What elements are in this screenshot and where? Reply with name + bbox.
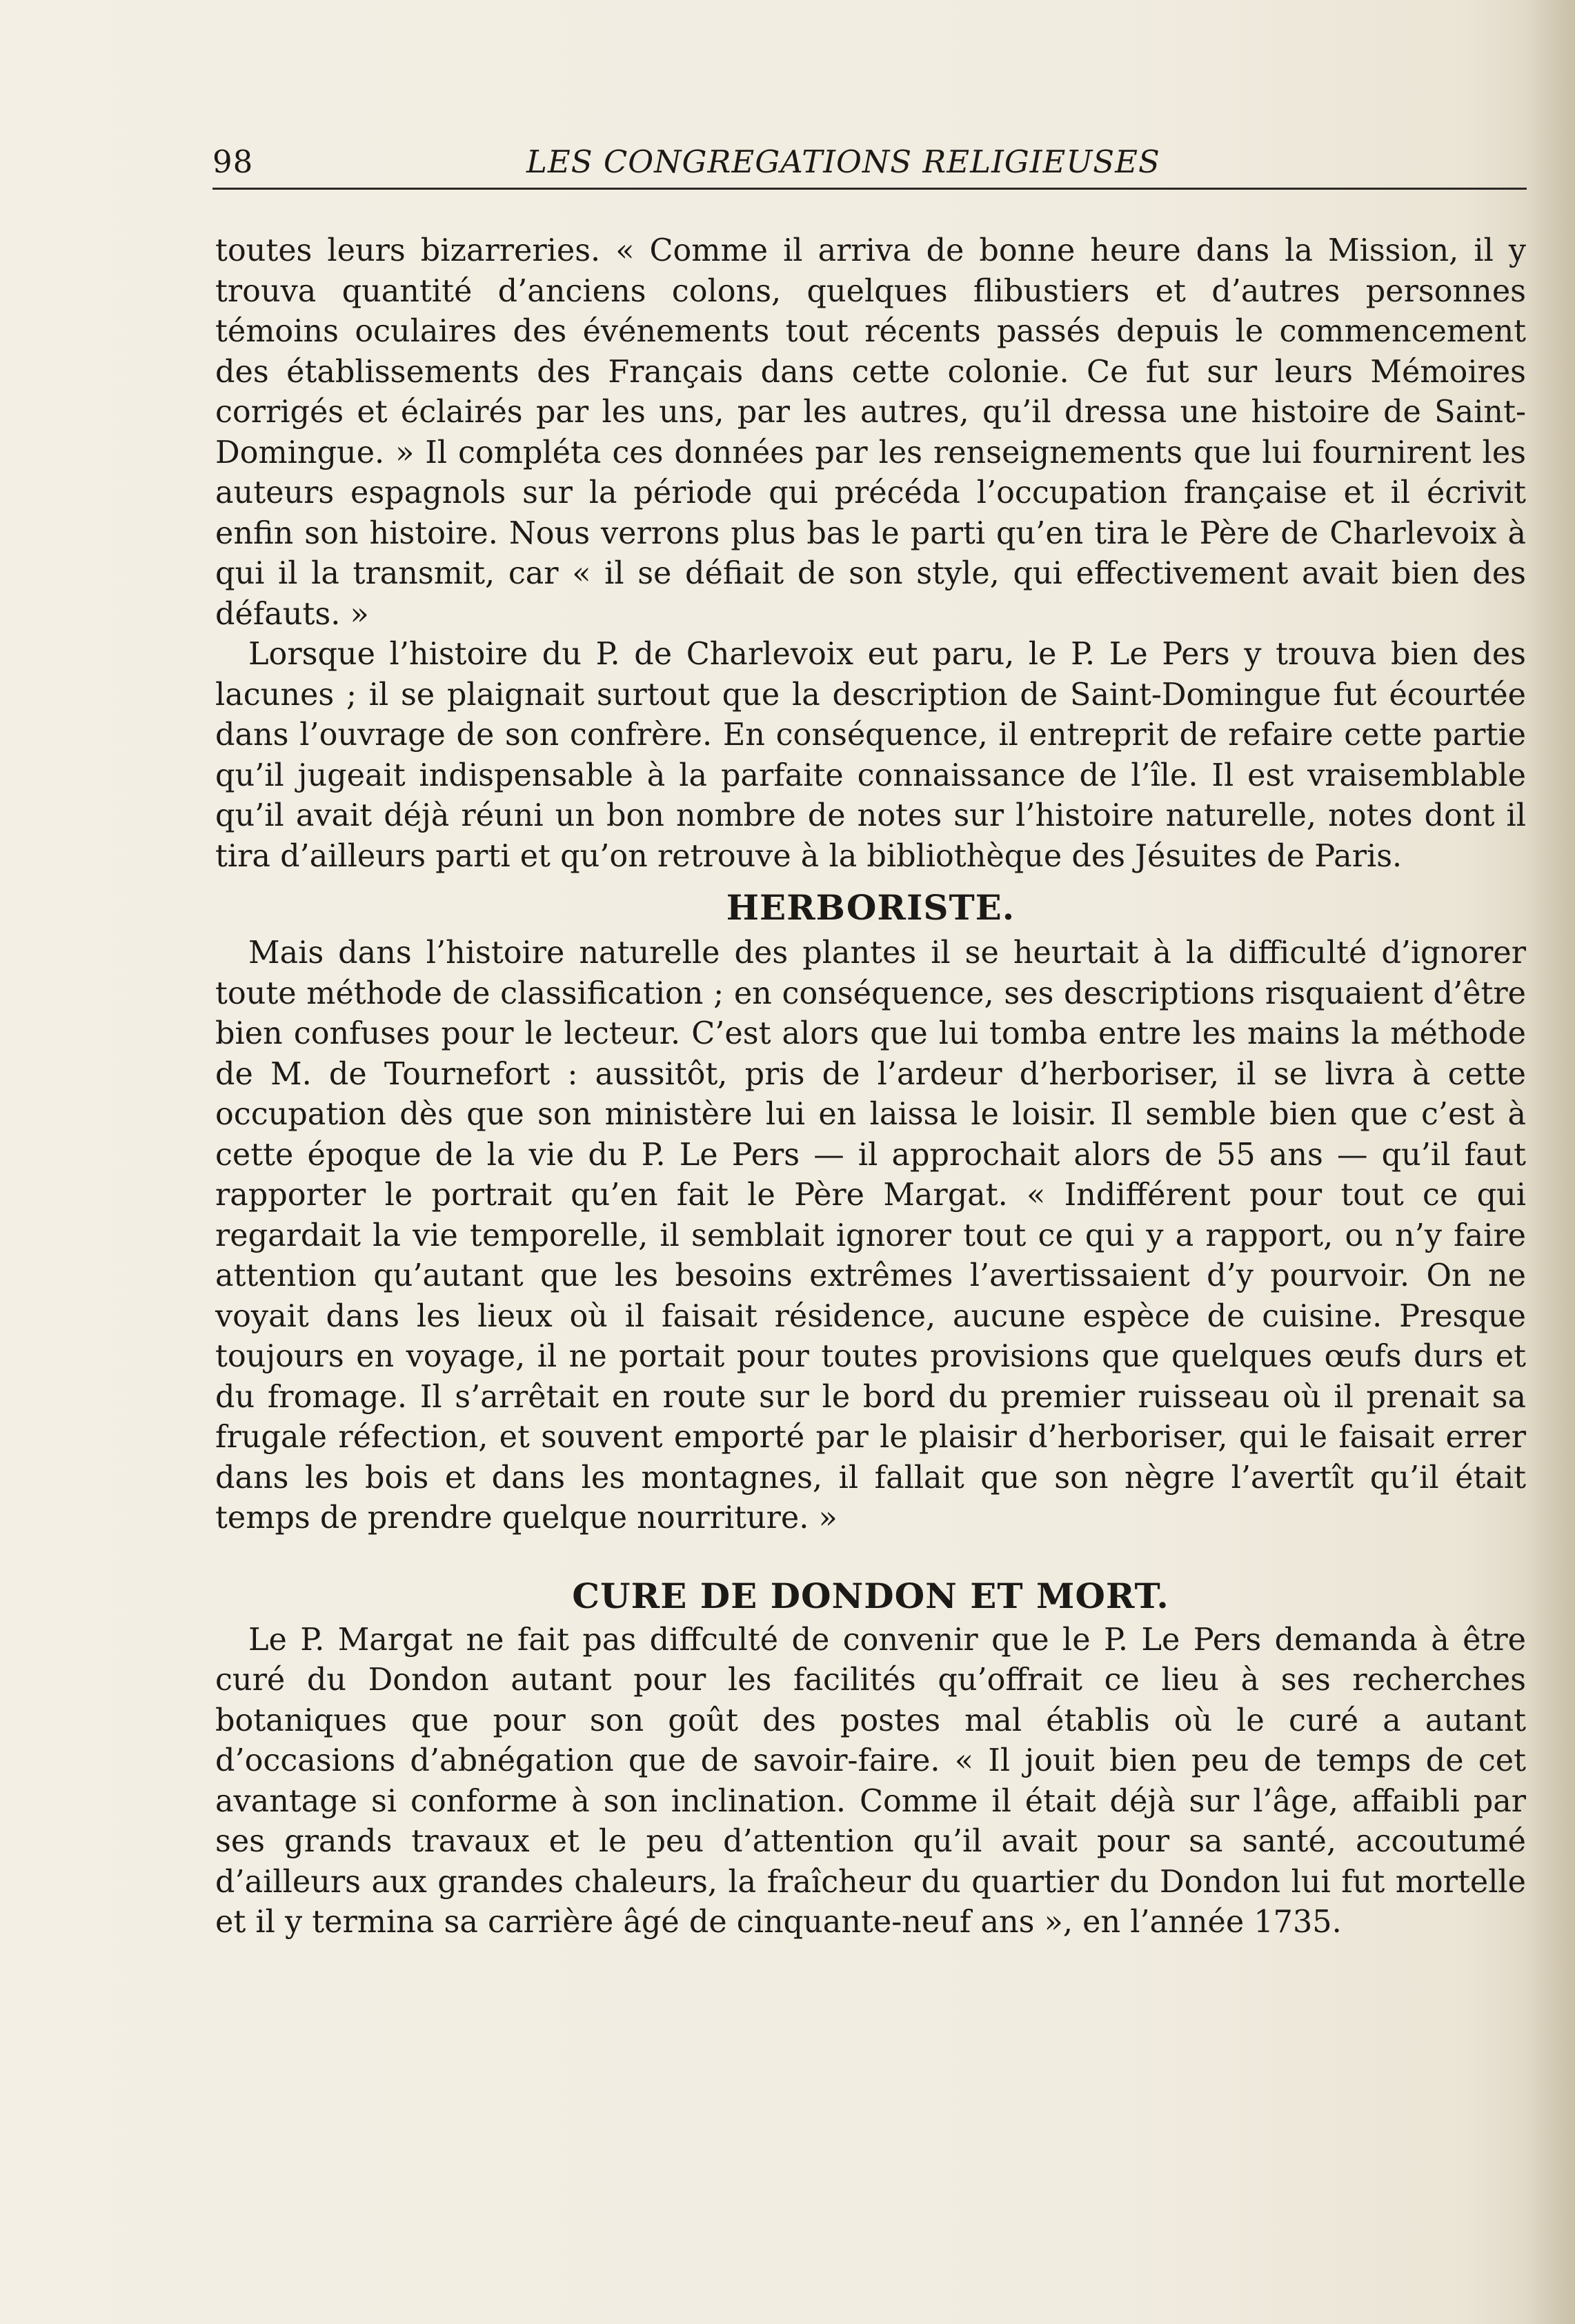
page-edge-shadow <box>1527 0 1575 2324</box>
page-header <box>212 141 1527 183</box>
running-title: LES CONGREGATIONS RELIGIEUSES <box>526 143 1160 180</box>
page-number: 98 <box>212 143 254 180</box>
paragraph-2: Lorsque l’histoire du P. de Charlevoix eut paru, le P. Le Pers y trouva bien des lacunes ; il se plaignait surtout que la description de Saint-Domingue fut écourtée dans l’ouvrage de son confrère. En conséquence, il entreprit de refaire cette partie qu’il jugeait indispensable à la parfaite connaissance de l’île. Il est vraisemblable qu’il avait déjà réuni un bon nombre de notes sur l’histoire naturelle, notes dont il tira d’ailleurs parti et qu’on retrouve à la bibliothèque des Jésuites de Paris. <box>215 637 1526 874</box>
section-heading-herboriste: HERBORISTE. <box>726 887 1016 928</box>
header-rule <box>212 188 1527 190</box>
paragraph-1: toutes leurs bizarreries. « Comme il arriva de bonne heure dans la Mission, il y trouva quantité d’anciens colons, quelques flibustiers et d’autres personnes témoins oculaires des événements tout récents passés depuis le commencement des établissements des Français dans cette colonie. Ce fut sur leurs Mémoires corrigés et éclairés par les uns, par les autres, qu’il dressa une histoire de Saint-Domingue. » Il compléta ces données par les renseignements que lui fournirent les auteurs espagnols sur la période qui précéda l’occupation française et il écrivit enfin son histoire. Nous verrons plus bas le parti qu’en tira le Père de Charlevoix à qui il la transmit, car « il se défiait de son style, qui effectivement avait bien des défauts. » <box>215 233 1526 632</box>
paragraph-3: Mais dans l’histoire naturelle des plantes il se heurtait à la difficulté d’ignorer toute méthode de classification ; en conséquence, ses descriptions risquaient d’être bien confuses pour le lecteur. C’est alors que lui tomba entre les mains la méthode de M. de Tournefort : aussitôt, pris de l’ardeur d’herboriser, il se livra à cette occupation dès que son ministère lui en laissa le loisir. Il semble bien que c’est à cette époque de la vie du P. Le Pers — il approchait alors de 55 ans — qu’il faut rapporter le portrait qu’en fait le Père Margat. « Indifférent pour tout ce qui regardait la vie temporelle, il semblait ignorer tout ce qui y a rapport, ou n’y faire attention qu’autant que les besoins extrêmes l’avertissaient d’y pourvoir. On ne voyait dans les lieux où il faisait résidence, aucune espèce de cuisine. Presque toujours en voyage, il ne portait pour toutes provisions que quelques œufs durs et du fromage. Il s’arrêtait en route sur le bord du premier ruisseau où il prenait sa frugale réfection, et souvent emporté par le plaisir d’herboriser, qui le faisait errer dans les bois et dans les montagnes, il fallait que son nègre l’avertît qu’il était temps de prendre quelque nourriture. » <box>215 935 1526 1536</box>
paragraph-4: Le P. Margat ne fait pas diffculté de convenir que le P. Le Pers demanda à être curé du Dondon autant pour les facilités qu’offrait ce lieu à ses recherches botaniques que pour son goût des postes mal établis où le curé a autant d’occasions d’abnégation que de savoir-faire. « Il jouit bien peu de temps de cet avantage si conforme à son inclination. Comme il était déjà sur l’âge, affaibli par ses grands travaux et le peu d’attention qu’il avait pour sa santé, accoutumé d’ailleurs aux grandes chaleurs, la fraîcheur du quartier du Dondon lui fut mortelle et il y termina sa carrière âgé de cinquante-neuf ans », en l’année 1735. <box>215 1622 1526 1940</box>
body-text <box>215 231 1526 1943</box>
section-heading-cure-de-dondon: CURE DE DONDON ET MORT. <box>572 1575 1169 1616</box>
